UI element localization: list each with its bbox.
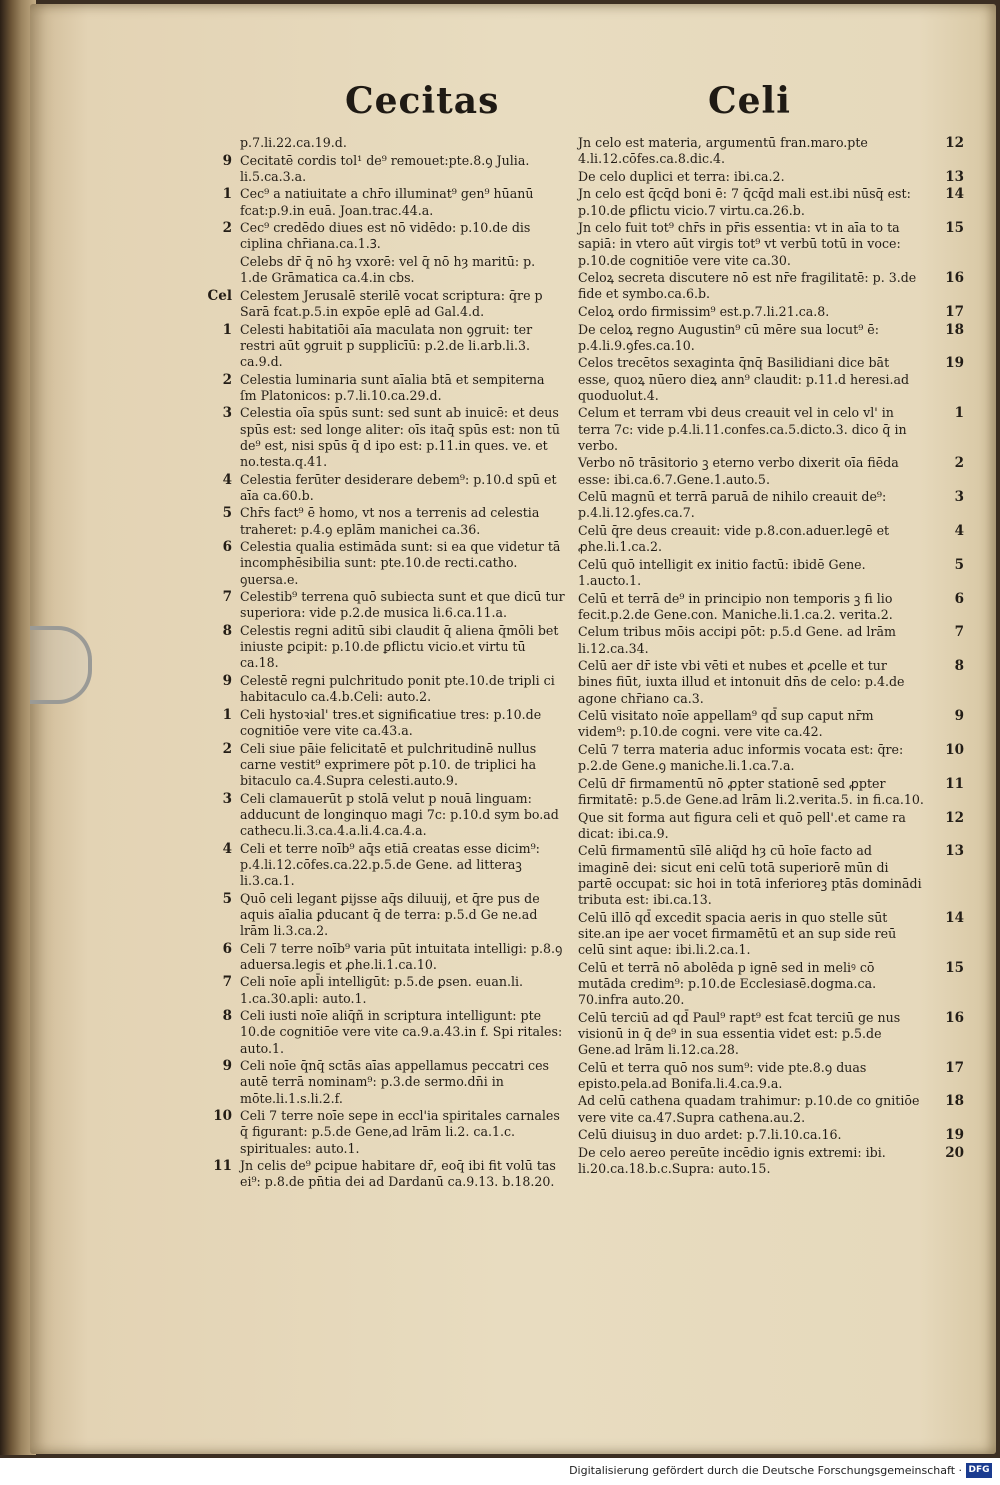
index-entry [578, 405, 964, 454]
index-entry [578, 168, 964, 185]
index-entry [578, 303, 964, 320]
index-entry [578, 522, 964, 555]
entry-text: Celestia luminaria sunt aīalia btā et sempiterna ſm Platonicos: p.7.li.10.ca.29.d. [240, 371, 545, 403]
index-entry [578, 624, 964, 656]
index-entry [578, 843, 964, 908]
entry-number: 15 [945, 959, 964, 976]
index-entry [180, 539, 565, 588]
index-entry [180, 623, 565, 672]
entry-number: 4 [954, 522, 964, 539]
entry-text: Celestem Jerusalē sterilē vocat scriptura: q̄re p Sarā fcat.p.5.in expōe eplē ad Gal.4.d. [240, 287, 543, 319]
index-entry [578, 135, 964, 167]
index-entry [180, 220, 565, 252]
entry-text: Celestia ferūter desiderare debem⁹: p.10.d spū et aīa ca.60.b. [240, 471, 557, 503]
entry-marginal-number: 6 [222, 539, 232, 556]
entry-text: Celestia oīa spūs sunt: sed sunt ab inuicē: et deus spūs est: sed longe aliter: oīs itaq̄ spūs est: non tū de⁹ est, nisi spūs q̄ d ipo est: p.11.in ques. ve. et no.testa.q.41. [240, 405, 560, 469]
index-entry [578, 590, 964, 623]
entry-text: Celū visitato noīe appellam⁹ qd̄ sup caput nr̄m videm⁹: p.10.de cogni. vere vite ca.42. [578, 708, 874, 740]
entry-marginal-number: 8 [222, 1008, 232, 1025]
entry-number: 16 [945, 1009, 964, 1026]
entry-marginal-number: 9 [222, 672, 232, 689]
entry-number: 7 [954, 624, 964, 641]
running-head-left: Cecitas [345, 80, 500, 122]
entry-text: Celi et terre noīb⁹ aq̄s etiā creatas esse dicim⁹: p.4.li.12.cōfes.ca.22.p.5.de Gene. ad litteraꝫ li.3.ca.1. [240, 840, 540, 888]
entry-number: 20 [945, 1144, 964, 1161]
index-entry [180, 974, 565, 1006]
entry-number: 3 [954, 489, 964, 506]
index-entry [180, 322, 565, 371]
entry-text: Celū dr̄ firmamentū nō ꝓpter stationē sed ꝓpter firmitatē: p.5.de Gene.ad lrām li.2.verita.5. in fi.ca.10. [578, 775, 924, 807]
index-entry [578, 741, 964, 774]
entry-text: Jn celo fuit tot⁹ chr̄s in pr̄is essentia: vt in aīa to ta sapiā: in vtero aūt virgis tot⁹ vt verbū totū in voce: p.10.de cognitiōe vere vite ca.30. [578, 220, 901, 268]
index-entry [578, 355, 964, 404]
entry-text: Celum tribus mōis accipi pōt: p.5.d Gene. ad lrām li.12.ca.34. [578, 624, 896, 656]
entry-marginal-number: 6 [222, 940, 232, 957]
entry-text: Celoꝝ ordo firmissim⁹ est.p.7.li.21.ca.8. [578, 303, 830, 319]
entry-number: 1 [954, 405, 964, 422]
entry-text: De celo aereo pereūte incēdio ignis extremi: ibi. li.20.ca.18.b.c.Supra: auto.15. [578, 1144, 886, 1176]
entry-number: 9 [954, 708, 964, 725]
index-entry [578, 556, 964, 589]
index-entry [578, 186, 964, 218]
entry-number: 14 [945, 909, 964, 926]
index-entry [180, 186, 565, 218]
entry-marginal-number: 9 [222, 1058, 232, 1075]
entry-text: Celum et terram vbi deus creauit vel in celo vl' in terra 7c: vide p.4.li.11.confes.ca.5.dicto.3. dico q̄ in verbo. [578, 405, 907, 453]
entry-marginal-number [180, 254, 240, 286]
entry-text: Celū magnū et terrā paruā de nihilo creauit de⁹: p.4.li.12.ꝯfes.ca.7. [578, 489, 887, 521]
index-entry [578, 775, 964, 808]
index-entry [180, 589, 565, 621]
entry-marginal-number: 11 [213, 1158, 232, 1175]
index-entry [578, 1127, 964, 1144]
entry-marginal-number: Cel [207, 287, 232, 304]
entry-text: Celestia qualia estimāda sunt: si ea que videtur tā incomphēsibilia sunt: pte.10.de recti.catho. ꝯuersa.e. [240, 539, 561, 587]
entry-text: Jn celis de⁹ ꝑcipue habitare dr̄, eoq̄ ibi fit volū tas ei⁹: p.8.de pn̄tia dei ad Dardanū ca.9.13. b.18.20. [240, 1158, 556, 1190]
index-entry [578, 1059, 964, 1092]
index-entry [578, 708, 964, 740]
entry-number: 11 [945, 775, 964, 792]
entry-marginal-number: 4 [222, 840, 232, 857]
index-entry [578, 909, 964, 959]
index-entry [180, 741, 565, 790]
entry-marginal-number: 3 [222, 790, 232, 807]
entry-text: Celi iusti noīe aliq̄ñ in scriptura intelligunt: pte 10.de cognitiōe vere vite ca.9.a.43.in f. Spi ritales: auto.1. [240, 1008, 563, 1056]
entry-text: Verbo nō trāsitorio ꝫ eterno verbo dixerit oīa fiēda esse: ibi.ca.6.7.Gene.1.auto.5. [578, 455, 899, 487]
index-entry [180, 254, 565, 286]
entry-marginal-number: 8 [222, 622, 232, 639]
entry-marginal-number: 5 [222, 890, 232, 907]
entry-number: 14 [945, 186, 964, 203]
index-entry [578, 489, 964, 521]
entry-number: 13 [945, 168, 964, 185]
index-entry [578, 1144, 964, 1177]
entry-number: 16 [945, 270, 964, 287]
entry-text: Ad celū cathena quadam trahimur: p.10.de co gnitiōe vere vite ca.47.Supra cathena.au.2. [578, 1093, 920, 1125]
entry-text: Celū q̄re deus creauit: vide p.8.con.aduer.legē et ꝓhe.li.1.ca.2. [578, 522, 890, 555]
entry-text: Celū et terrā nō abolēda p ignē sed in meliꝰ cō mutāda credim⁹: p.10.de Ecclesiasē.dogma.ca. 70.infra auto.20. [578, 959, 877, 1007]
entry-marginal-number: 5 [222, 505, 232, 522]
index-entry [180, 707, 565, 739]
entry-marginal-number: 2 [222, 740, 232, 757]
entry-text: Celū terciū ad qd̄ Paul⁹ rapt⁹ est fcat terciū ge nus visionū in q̄ de⁹ in sua essentia videt est: p.5.de Gene.ad lrām li.12.ca.28. [578, 1009, 901, 1057]
index-entry [180, 505, 565, 537]
entry-text: De celoꝝ regno Augustin⁹ cū mēre sua locut⁹ ē: p.4.li.9.ꝯfes.ca.10. [578, 321, 879, 353]
footer-bar [0, 1458, 1000, 1485]
entry-text: Celebs dr̄ q̄ nō hȝ vxorē: vel q̄ nō hȝ maritū: p. 1.de Grāmatica ca.4.in cbs. [240, 253, 536, 286]
entry-text: Celū diuisuꝫ in duo ardet: p.7.li.10.ca.16. [578, 1127, 842, 1143]
entry-number: 18 [945, 1093, 964, 1110]
index-entry [180, 135, 565, 151]
entry-number: 13 [945, 843, 964, 860]
entry-text: Celū et terra quō nos sum⁹: vide pte.8.ꝯ duas episto.pela.ad Bonifa.li.4.ca.9.a. [578, 1059, 867, 1091]
index-entry [180, 673, 565, 705]
entry-number: 5 [954, 556, 964, 573]
entry-number: 18 [945, 321, 964, 338]
entry-number: 12 [945, 809, 964, 826]
entry-marginal-number: 10 [213, 1108, 232, 1125]
entry-marginal-number [180, 135, 240, 151]
index-entry [180, 791, 565, 840]
entry-text: Celesti habitatiōi aīa maculata non ꝯgruit: ter restri aūt ꝯgruit p supplicīū: p.2.de li.arb.li.3. ca.9.d. [240, 321, 533, 369]
entry-text: Celū aer dr̄ iste vbi vēti et nubes et ꝓcelle et tur bines fiūt, iuxta illud et intonuit dn̄s de celo: p.4.de agone chr̄iano ca.3. [578, 658, 905, 706]
entry-text: Celestē regni pulchritudo ponit pte.10.de tripli ci habitaculo ca.4.b.Celi: auto.2. [240, 672, 555, 705]
running-head-right: Celi [708, 80, 791, 122]
entry-text: Quō celi legant ꝑijsse aq̄s diluuij, et q̄re pus de aquis aīalia ꝑducant q̄ de terra: p.5.d Ge ne.ad lrām li.3.ca.2. [240, 890, 540, 938]
entry-marginal-number: 2 [222, 371, 232, 388]
entry-text: Celū firmamentū sīlē aliq̄d hȝ cū hoīe facto ad imaginē dei: sicut eni celū totā superiorē mūn di partē occupat: sic hoi in totā inferioreꝫ ptās dominādi tributa est: ibi.ca.13. [578, 843, 922, 907]
entry-marginal-number: 2 [222, 220, 232, 237]
entry-number: 17 [945, 1059, 964, 1076]
entry-text: Celoꝝ secreta discutere nō est nr̄e fragilitatē: p. 3.de fide et symbo.ca.6.b. [578, 270, 917, 302]
index-entry [578, 658, 964, 707]
index-entry [578, 270, 964, 302]
index-entry [578, 809, 964, 842]
index-entry [180, 288, 565, 320]
entry-text: Celestis regni aditū sibi claudit q̄ aliena q̄mōli bet iniuste ꝑcipit: p.10.de ꝑflictu vicio.et virtu tū ca.18. [240, 622, 559, 671]
entry-text: Celos trecētos sexaginta q̄nq̄ Basilidiani dice bāt esse, quoꝝ nūero dieꝝ ann⁹ claudit: p.11.d heresi.ad quoduolut.4. [578, 355, 910, 403]
index-column-left [180, 135, 565, 1192]
index-entry [180, 153, 565, 185]
index-entry [180, 841, 565, 890]
entry-text: Celū 7 terra materia aduc informis vocata est: q̄re: p.2.de Gene.ꝯ maniche.li.1.ca.7.a. [578, 741, 904, 774]
entry-text: Celi clamauerūt p stolā velut p nouā linguam: adducunt de longinquo magi 7c: p.10.d sym bo.ad cathecu.li.3.ca.4.a.li.4.ca.4.a. [240, 790, 559, 838]
entry-text: Celi 7 terre noīe sepe in eccl'ia spiritales carnales q̄ figurant: p.5.de Gene,ad lrām li.2. ca.1.c. spirituales: auto.1. [240, 1108, 560, 1156]
index-entry [180, 472, 565, 504]
entry-text: Cecitatē cordis tol¹ de⁹ remouet:pte.8.ꝯ Julia. li.5.ca.3.a. [240, 152, 530, 184]
index-entry [180, 941, 565, 973]
entry-marginal-number: 3 [222, 405, 232, 422]
paper-clip [30, 626, 92, 704]
entry-number: 19 [945, 355, 964, 372]
index-entry [180, 891, 565, 940]
entry-number: 17 [945, 303, 964, 320]
index-entry [578, 959, 964, 1009]
entry-number: 2 [954, 455, 964, 472]
index-column-right [578, 135, 964, 1179]
entry-text: Celi hystoꝛial' tres.et significatiue tres: p.10.de cognitiōe vere vite ca.43.a. [240, 706, 542, 738]
entry-text: Celi noīe apl̄i intelligūt: p.5.de ꝑsen. euan.li. 1.ca.30.apli: auto.1. [240, 974, 524, 1006]
entry-number: 12 [945, 135, 964, 151]
entry-number: 15 [945, 220, 964, 237]
entry-marginal-number: 4 [222, 471, 232, 488]
entry-text: De celo duplici et terra: ibi.ca.2. [578, 168, 785, 184]
index-entry [180, 1158, 565, 1190]
index-entry [578, 455, 964, 487]
index-entry [180, 372, 565, 404]
entry-marginal-number: 1 [222, 186, 232, 203]
entry-text: Que sit forma aut figura celi et quō pell'.et came ra dicat: ibi.ca.9. [578, 809, 906, 841]
entry-text: Chr̄s fact⁹ ē homo, vt nos a terrenis ad celestia traheret: p.4.ꝯ eplām manichei ca.36. [240, 505, 540, 537]
entry-marginal-number: 1 [222, 706, 232, 723]
entry-number: 19 [945, 1127, 964, 1144]
index-entry [180, 405, 565, 470]
entry-text: Celū illō qd̄ excedit spacia aeris in quo stelle sūt site.an ipe aer vocet firmamētū et an sup side reū celū sint aque: ibi.li.2.ca.1. [578, 909, 897, 957]
entry-text: Celū et terrā de⁹ in principio non temporis ꝫ fi lio fecit.p.2.de Gene.con. Maniche.li.1.ca.2. verita.2. [578, 590, 893, 622]
index-entry [578, 220, 964, 269]
entry-text: Celi noīe q̄nq̄ sctās aīas appellamus peccatri ces autē terrā nominam⁹: p.3.de sermo.dn̄i in mōte.li.1.s.li.2.f. [240, 1058, 550, 1106]
index-entry [180, 1008, 565, 1057]
entry-text: Celi 7 terre noīb⁹ varia pūt intuitata intelligi: p.8.ꝯ aduersa.legis et ꝓhe.li.1.ca.10. [240, 940, 563, 972]
entry-text: Cec⁹ a natiuitate a chr̄o illuminat⁹ gen⁹ hūanū fcat:p.9.in euā. Joan.trac.44.a. [240, 186, 534, 218]
entry-number: 6 [954, 590, 964, 607]
entry-text: p.7.li.22.ca.19.d. [240, 135, 347, 150]
index-entry [180, 1058, 565, 1107]
entry-text: Celi siue pāie felicitatē et pulchritudinē nullus carne vestit⁹ exprimere pōt p.10. de triplici ha bitaculo ca.4.Supra celesti.auto.9. [240, 740, 537, 788]
entry-number: 10 [945, 741, 964, 758]
entry-marginal-number: 9 [222, 152, 232, 169]
entry-text: Celū quō intelligit ex initio factū: ibidē Gene. 1.aucto.1. [578, 556, 866, 588]
entry-marginal-number: 7 [222, 974, 232, 991]
funding-note: Digitalisierung gefördert durch die Deutsche Forschungsgemeinschaft · [569, 1464, 962, 1477]
dfg-logo: DFG [966, 1463, 992, 1478]
entry-marginal-number: 1 [222, 321, 232, 338]
entry-text: Jn celo est materia, argumentū fran.maro.pte 4.li.12.cōfes.ca.8.dic.4. [578, 135, 868, 167]
entry-text: Cec⁹ credēdo diues est nō vidēdo: p.10.de dis ciplina chr̄iana.ca.1.Ꝫ. [240, 220, 531, 252]
index-entry [578, 1093, 964, 1125]
entry-number: 8 [954, 658, 964, 675]
entry-text: Jn celo est q̄cq̄d boni ē: 7 q̄cq̄d mali est.ibi nūsq̄ est: p.10.de ꝑflictu vicio.7 virtu.ca.26.b. [578, 186, 911, 218]
entry-text: Celestib⁹ terrena quō subiecta sunt et que dicū tur superiora: vide p.2.de musica li.6.ca.11.a. [240, 589, 565, 621]
index-entry [180, 1108, 565, 1157]
index-entry [578, 321, 964, 354]
entry-marginal-number: 7 [222, 589, 232, 606]
index-entry [578, 1009, 964, 1059]
